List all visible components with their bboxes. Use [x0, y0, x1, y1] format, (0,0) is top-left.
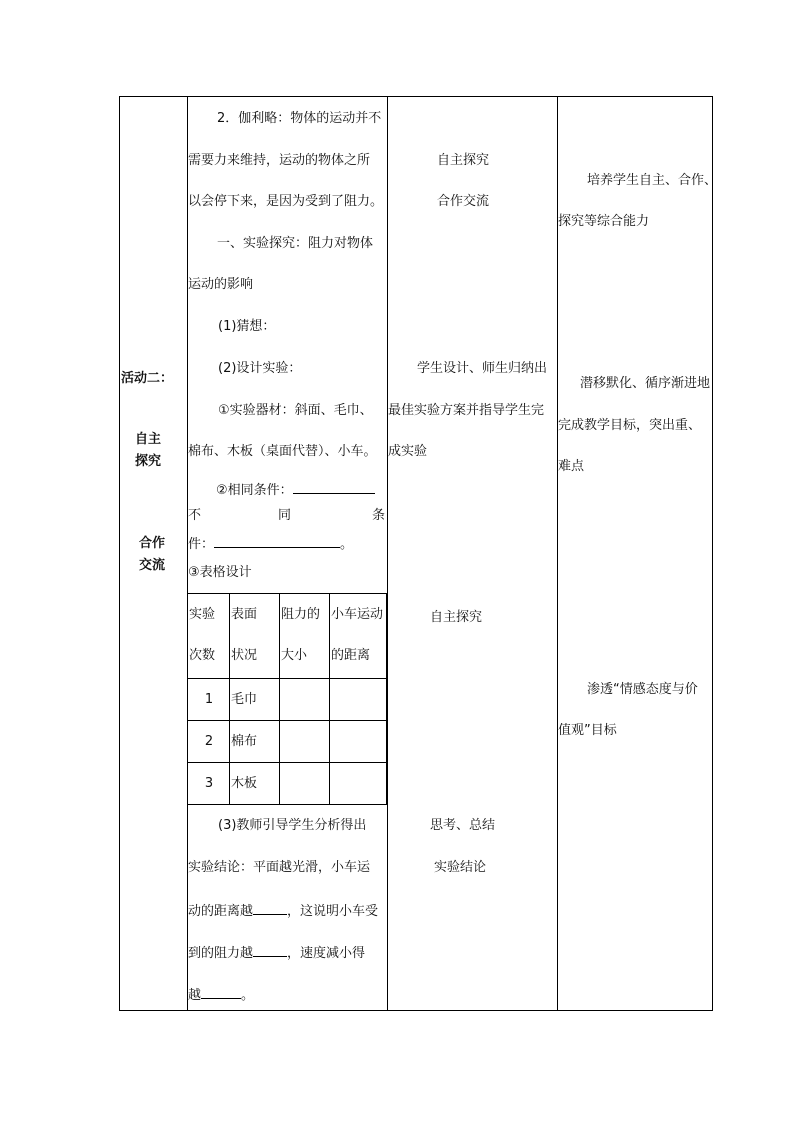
- resistance-cell[interactable]: [280, 763, 330, 805]
- equipment-line-1: ①实验器材：斜面、毛巾、: [218, 403, 373, 418]
- distance-cell[interactable]: [330, 721, 387, 763]
- activity-label-explore: 探究: [135, 454, 162, 469]
- diff-conditions-label: 件：: [188, 537, 215, 552]
- surface-cell: 木板: [230, 763, 280, 805]
- experiment-title-cont: 运动的影响: [188, 277, 254, 292]
- experiment-table: [187, 593, 387, 805]
- column-divider-3: [557, 96, 558, 1011]
- diff-conditions-b: 同: [278, 508, 292, 523]
- conclusion-line-5: [188, 986, 254, 1004]
- galileo-line-2: 需要力来维持，运动的物体之所: [188, 153, 371, 168]
- header-distance: 小车运动 的距离: [330, 594, 387, 679]
- diff-conditions-blank[interactable]: [214, 535, 340, 548]
- header-surface: 表面 状况: [230, 594, 280, 679]
- resistance-cell[interactable]: [280, 679, 330, 721]
- goal-line-3: 潜移默化、循序渐进地: [580, 376, 711, 391]
- column-divider-2: [387, 96, 388, 1011]
- trial-number: 2: [188, 721, 230, 763]
- method-conclusion: 实验结论: [434, 860, 487, 875]
- equipment-line-2: 棉布、木板（桌面代替）、小车。: [188, 444, 377, 459]
- diff-conditions-c: 条: [372, 508, 386, 523]
- conclusion-line-3: [188, 902, 378, 920]
- diff-conditions: [188, 535, 353, 553]
- conclusion-line-2: 实验结论：平面越光滑，小车运: [188, 860, 371, 875]
- activity-label-self: 自主: [135, 432, 162, 447]
- conclusion-line-4-b: ，速度减小得: [287, 946, 366, 961]
- activity-label: 活动二：: [121, 371, 174, 386]
- conclusion-line-4: [188, 944, 365, 962]
- method-self-explore-2: 自主探究: [430, 610, 483, 625]
- trial-number: 3: [188, 763, 230, 805]
- conclusion-line-1: (3)教师引导学生分析得出: [218, 818, 367, 833]
- resistance-blank[interactable]: [253, 944, 287, 957]
- goal-line-4: 完成教学目标，突出重、: [558, 418, 702, 433]
- galileo-line-1: 2．伽利略：物体的运动并不: [217, 111, 382, 126]
- diff-conditions-end: 。: [340, 537, 354, 552]
- goal-line-2: 探究等综合能力: [558, 214, 650, 229]
- conclusion-line-4-a: 到的阻力越: [188, 946, 254, 961]
- goal-line-1: 培养学生自主、合作、: [587, 173, 718, 188]
- method-design-line-1: 学生设计、师生归纳出: [417, 361, 548, 376]
- design-step: (2)设计实验：: [218, 361, 302, 376]
- header-resistance: 阻力的 大小: [280, 594, 330, 679]
- trial-number: 1: [188, 679, 230, 721]
- header-trial: 实验 次数: [188, 594, 230, 679]
- activity-label-communicate: 交流: [139, 558, 166, 573]
- speed-blank[interactable]: [201, 986, 241, 999]
- table-row: [188, 679, 387, 721]
- table-row: [188, 763, 387, 805]
- goal-line-5: 难点: [558, 459, 585, 474]
- same-conditions: [216, 481, 375, 499]
- goal-line-6: 渗透“情感态度与价: [587, 682, 698, 697]
- galileo-line-3: 以会停下来，是因为受到了阻力。: [188, 194, 384, 209]
- conclusion-line-5-b: 。: [241, 988, 255, 1003]
- table-header-row: [188, 594, 387, 679]
- activity-label-cooperate: 合作: [139, 536, 166, 551]
- method-design-line-3: 成实验: [388, 444, 428, 459]
- same-conditions-blank[interactable]: [293, 481, 375, 494]
- experiment-title: 一、实验探究：阻力对物体: [217, 236, 374, 251]
- table-design-label: ③表格设计: [188, 565, 252, 580]
- method-self-explore: 自主探究: [437, 153, 490, 168]
- same-conditions-label: ②相同条件：: [216, 483, 293, 498]
- conclusion-line-3-a: 动的距离越: [188, 904, 254, 919]
- diff-conditions-a: 不: [188, 508, 202, 523]
- method-think-summarize: 思考、总结: [430, 818, 496, 833]
- distance-blank[interactable]: [253, 902, 287, 915]
- distance-cell[interactable]: [330, 763, 387, 805]
- conclusion-line-5-a: 越: [188, 988, 202, 1003]
- goal-line-7: 值观”目标: [558, 723, 617, 738]
- surface-cell: 棉布: [230, 721, 280, 763]
- guess-step: (1)猜想：: [218, 319, 276, 334]
- resistance-cell[interactable]: [280, 721, 330, 763]
- distance-cell[interactable]: [330, 679, 387, 721]
- table-row: [188, 721, 387, 763]
- conclusion-line-3-b: ，这说明小车受: [287, 904, 379, 919]
- surface-cell: 毛巾: [230, 679, 280, 721]
- method-design-line-2: 最佳实验方案并指导学生完: [388, 403, 545, 418]
- method-cooperate: 合作交流: [437, 194, 490, 209]
